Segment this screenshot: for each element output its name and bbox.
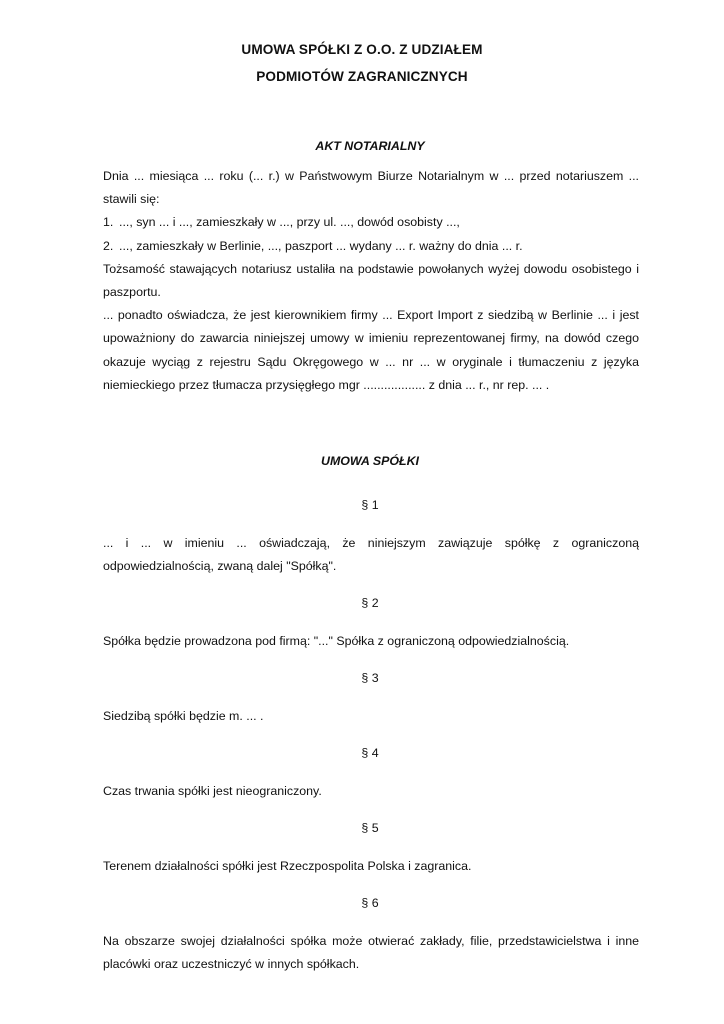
section-text: ... i ... w imieniu ... oświadczają, że niniejszym zawiązuje spółkę z ograniczoną odpowiedzialnością, zwaną dalej "Spółką". — [103, 536, 639, 574]
section-text: Siedzibą spółki będzie m. ... . — [103, 709, 264, 723]
section-text: Terenem działalności spółki jest Rzeczpospolita Polska i zagranica. — [103, 859, 472, 873]
section-sign: § 2 — [361, 596, 379, 610]
section-text: Na obszarze swojej działalności spółka może otwierać zakłady, filie, przedstawicielstwa i inne placówki oraz uczestniczyć w innych spółkach. — [103, 934, 639, 972]
list-item-number: 2. — [103, 238, 114, 253]
act-identity: Tożsamość stawających notariusz ustaliła na podstawie powołanych wyżej dowodu osobistego i paszportu. — [103, 261, 639, 300]
contract-heading: UMOWA SPÓŁKI — [321, 454, 419, 468]
act-heading: AKT NOTARIALNY — [315, 139, 425, 153]
list-item-text: ..., zamieszkały w Berlinie, ..., paszport ... wydany ... r. ważny do dnia ... r. — [119, 238, 523, 253]
section-sign: § 1 — [361, 498, 379, 512]
list-item-number: 1. — [103, 215, 114, 230]
section-sign: § 4 — [361, 746, 379, 760]
document-title-line-2: PODMIOTÓW ZAGRANICZNYCH — [256, 69, 468, 84]
act-declaration: ... ponadto oświadcza, że jest kierownikiem firmy ... Export Import z siedzibą w Berlinie ... i jest upoważniony do zawarcia niniejszej umowy w imieniu reprezentowanej firmy, na dowód czego okazuje wyciąg z rejestru Sądu Okręgowego w ... nr ... w oryginale i tłumaczeniu z języka niemieckiego przez tłumacza przysięgłego mgr .................. z dnia ... r., nr rep. ... . — [103, 308, 639, 392]
list-item — [103, 235, 639, 258]
act-intro: Dnia ... miesiąca ... roku (... r.) w Państwowym Biurze Notarialnym w ... przed notariuszem ... stawili się: — [103, 169, 639, 207]
list-item-text: ..., syn ... i ..., zamieszkały w ..., przy ul. ..., dowód osobisty ..., — [119, 215, 460, 230]
section-text: Spółka będzie prowadzona pod firmą: "..." Spółka z ograniczoną odpowiedzialnością. — [103, 634, 570, 648]
section-sign: § 6 — [361, 896, 379, 910]
section-text: Czas trwania spółki jest nieograniczony. — [103, 784, 322, 798]
notarial-act-body — [103, 165, 639, 397]
list-item — [103, 211, 639, 234]
section-sign: § 3 — [361, 671, 379, 685]
section-sign: § 5 — [361, 821, 379, 835]
document-title-line-1: UMOWA SPÓŁKI Z O.O. Z UDZIAŁEM — [241, 42, 483, 57]
